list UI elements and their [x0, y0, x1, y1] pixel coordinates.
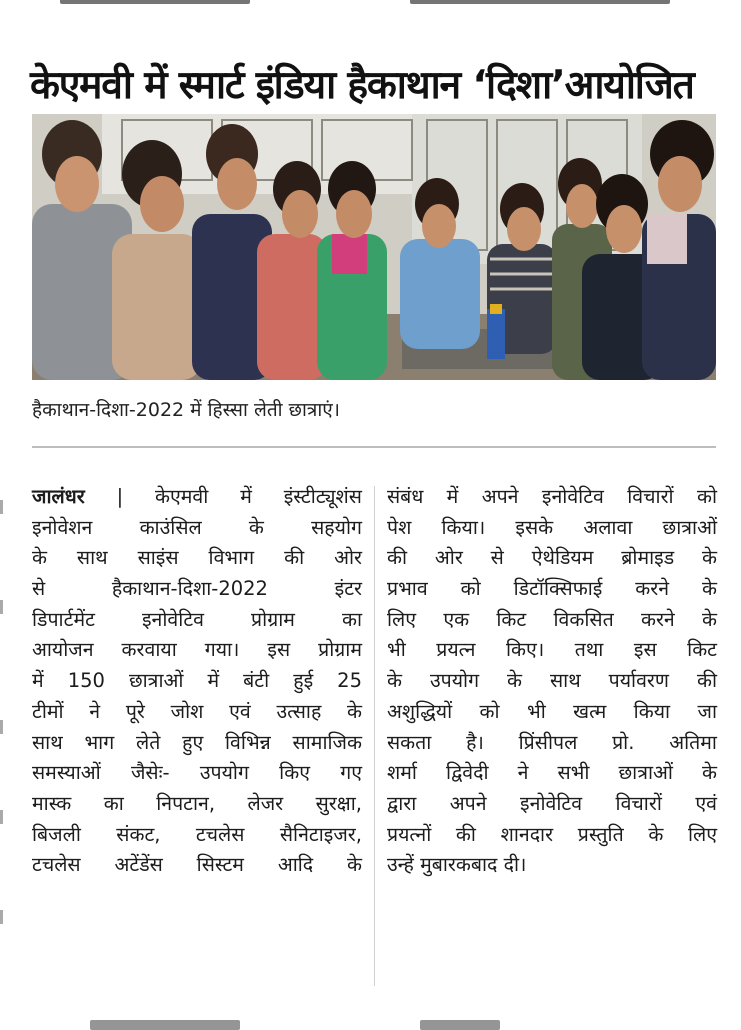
body-line: डिपार्टमेंट इनोवेटिव प्रोग्राम का [32, 607, 362, 631]
body-line: समस्याओं जैसेः- उपयोग किए गए [32, 761, 362, 785]
body-line-text: केएमवी में इंस्टीट्यूशंस [155, 485, 362, 508]
body-line: टचलेस अटेंडेंस सिस्टम आदि के [32, 853, 362, 877]
body-line: भी प्रयत्न किए। तथा इस किट [387, 638, 717, 662]
dateline: जालंधर [32, 485, 85, 508]
students-photo-illustration [32, 114, 716, 380]
headline: केएमवी में स्मार्ट इंडिया हैकाथान ‘दिशा’आयोजित [30, 63, 694, 109]
body-line: संबंध में अपने इनोवेटिव विचारों को [387, 485, 717, 508]
body-line: मास्क का निपटान, लेजर सुरक्षा, [32, 791, 362, 815]
column-divider [374, 486, 375, 986]
body-line: से हैकाथान-दिशा-2022 इंटर [32, 577, 362, 601]
body-line: द्वारा अपने इनोवेटिव विचारों एवं [387, 791, 717, 815]
body-line: प्रभाव को डिटॉक्सिफाई करने के [387, 577, 717, 601]
body-line: उन्हें मुबारकबाद दी। [387, 853, 527, 877]
body-line: शर्मा द्विवेदी ने सभी छात्राओं के [387, 761, 717, 785]
body-line: इनोवेशन काउंसिल के सहयोग [32, 515, 362, 539]
dateline-separator: | [84, 485, 156, 508]
body-line [32, 482, 362, 513]
body-line: अशुद्धियों को भी खत्म किया जा [387, 699, 717, 723]
body-line: लिए एक किट विकसित करने के [387, 607, 717, 631]
body-line: प्रयत्नों की शानदार प्रस्तुति के लिए [387, 822, 717, 846]
body-line: साथ भाग लेते हुए विभिन्न सामाजिक [32, 730, 362, 754]
body-line: आयोजन करवाया गया। इस प्रोग्राम [32, 638, 362, 662]
body-line: सकता है। प्रिंसीपल प्रो. अतिमा [387, 730, 717, 754]
body-line: में 150 छात्राओं में बंटी हुई 25 [32, 669, 362, 693]
body-line: पेश किया। इसके अलावा छात्राओं [387, 515, 717, 539]
photo-caption: हैकाथान-दिशा-2022 में हिस्सा लेती छात्राएं। [32, 399, 340, 421]
cropped-next-text [0, 1014, 741, 1024]
article-body-left-column [32, 482, 362, 881]
body-line: बिजली संकट, टचलेस सैनिटाइजर, [32, 822, 362, 846]
news-photo [32, 114, 716, 380]
body-line: के उपयोग के साथ पर्यावरण की [387, 669, 717, 693]
article-body-right-column [387, 482, 717, 881]
cropped-previous-text [0, 0, 741, 10]
section-divider [32, 446, 716, 448]
cropped-left-edge-marks [0, 480, 4, 1000]
body-line: की ओर से ऐथेडियम ब्रोमाइड के [387, 546, 717, 570]
body-line: टीमों ने पूरे जोश एवं उत्साह के [32, 699, 362, 723]
body-line: के साथ साइंस विभाग की ओर [32, 546, 362, 570]
